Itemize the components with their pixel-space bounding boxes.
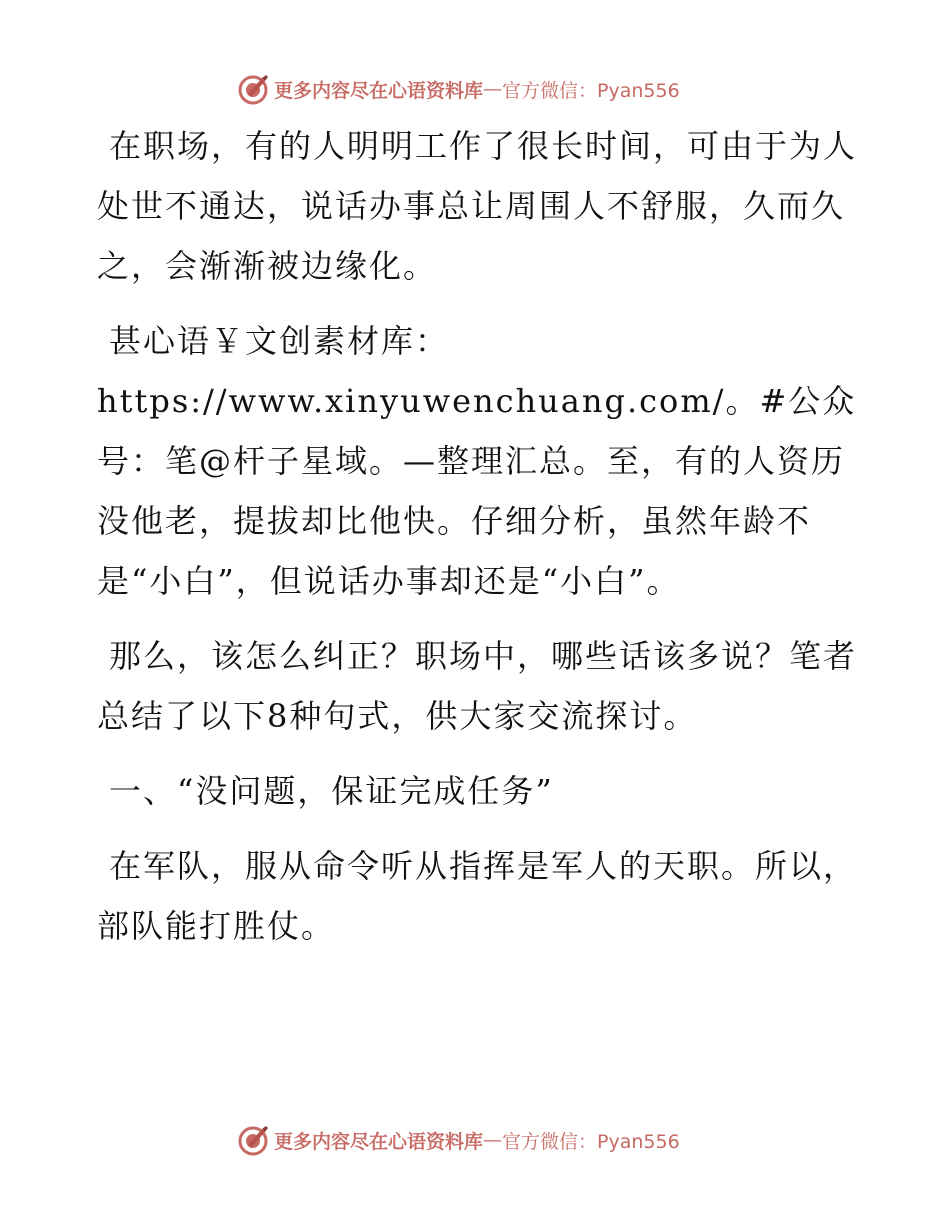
section-heading-1: 一、“没问题，保证完成任务” (109, 772, 554, 810)
banner-brand-text: 更多内容尽在心语资料库 (274, 1130, 484, 1153)
paragraph-intro: 在职场，有的人明明工作了很长时间，可由于为人处世不通达，说话办事总让周围人不舒服，久而久之，会渐渐被边缘化。 (97, 127, 858, 285)
paragraph-source: 甚心语￥文创素材库：https://www.xinyuwenchuang.com/。#公众号：笔@杆子星域。—整理汇总。至，有的人资历没他老，提拔却比他快。仔细分析，虽然年龄不是“小白”，但说话办事却还是“小白”。 (97, 322, 857, 600)
banner-separator: — (483, 1129, 503, 1151)
pen-seal-logo-icon (236, 1123, 270, 1157)
banner-wechat-text: 官方微信：Pyan556 (502, 1130, 680, 1153)
banner-wechat-text: 官方微信：Pyan556 (502, 79, 680, 102)
paragraph-question: 那么，该怎么纠正？职场中，哪些话该多说？笔者总结了以下8种句式，供大家交流探讨。 (97, 637, 858, 735)
paragraph-military: 在军队，服从命令听从指挥是军人的天职。所以，部队能打胜仗。 (97, 847, 858, 945)
header-banner (236, 72, 680, 106)
footer-banner (236, 1123, 680, 1157)
banner-brand-text: 更多内容尽在心语资料库 (274, 79, 484, 102)
pen-seal-logo-icon (236, 72, 270, 106)
banner-separator: — (483, 78, 503, 100)
document-body (97, 116, 857, 971)
